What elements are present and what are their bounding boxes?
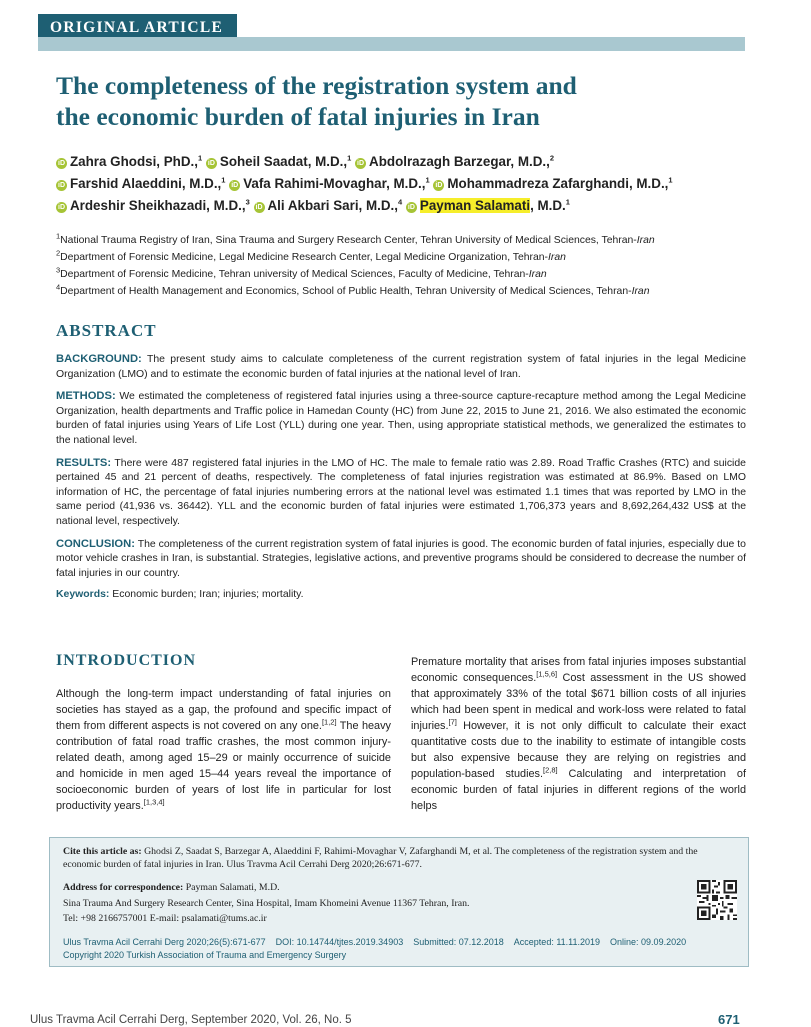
cite-as — [63, 845, 738, 871]
title-line-1: The completeness of the registration system and — [56, 71, 577, 100]
methods-text: We estimated the completeness of registered fatal injuries using a three-source capture-recapture method among the Legal Medicine Organization, health departments and Traffic police in Hamedan County (HC) from June 22, 2015 to June 21, 2016. We also estimated the economic burden of fatal injuries using Years of Life Lost (YLL) during one year. Then, using appropriate statistical methods, we generalized the estimates to the national level. — [56, 391, 747, 446]
affil-country: Iran — [548, 252, 566, 263]
author-name-highlighted: Payman Salamati — [419, 198, 531, 213]
doi[interactable]: DOI: 10.14744/tjtes.2019.34903 — [275, 937, 404, 947]
affil-country: Iran — [636, 235, 655, 246]
affiliation-item — [56, 232, 756, 249]
author-affil-ref: 2 — [549, 153, 555, 163]
keywords-text: Economic burden; Iran; injuries; mortality. — [112, 589, 304, 601]
intro-text: Although the long-term impact understanding of fatal injuries on societies has stayed as a gap, the profound and specific impact of them from different aspects is not covered on any one. — [56, 688, 391, 732]
orcid-icon[interactable]: iD — [58, 160, 65, 167]
orcid-icon[interactable]: iD — [255, 204, 263, 211]
intro-text: The heavy contribution of fatal road traffic crashes, the most common injury-related death, among aged 15–29 or mainly occurrence of suicide and homicide in men aged 15–44 years reveal the importance of socioeconomic burden of years of lost life in particular for lost productivity years. — [56, 720, 392, 812]
citation-ref[interactable]: [1,3,4] — [143, 797, 165, 807]
cite-text: Ghodsi Z, Saadat S, Barzegar A, Alaeddini F, Rahimi-Movaghar V, Zafarghandi M, et al. The completeness of the registration system and the economic burden of fatal injuries in Iran. Ulus Travma Acil Cerrahi Derg 2020;26:671-677. — [63, 846, 698, 870]
author-name: Abdolrazagh Barzegar, M.D., — [369, 154, 550, 169]
online-date: Online: 09.09.2020 — [610, 937, 687, 947]
intro-text: However, it is not only difficult to calculate their exact quantitative costs due to the inability to estimate of intangible costs but also expensive because they are relying on registries and population-based studies. — [411, 720, 746, 780]
affil-text: National Trauma Registry of Iran, Sina Trauma and Surgery Research Center, Tehran University of Medical Sciences, Tehran- — [60, 235, 637, 246]
orcid-icon[interactable]: iD — [207, 160, 215, 167]
author-name: Vafa Rahimi-Movaghar, M.D., — [243, 176, 426, 191]
header-band — [38, 37, 745, 51]
results-text: There were 487 registered fatal injuries in the LMO of HC. The male to female ratio was 2.89. Road Traffic Crashes (RTC) and suicide pertained 45 and 21 percent of deaths, respectively. The completeness of fatal injuries registration was estimated at 86.9%. Based on LMO information of HC, the percentage of fatal injuries numbering errors at the national level was estimated 1.1 times that was reported by LMO in the same period (41,936 vs. 36442). YLL and the economic burden of fatal injuries were estimated 1,706,373 years and 8,692,264,432 US$ at the national level, respectively. — [56, 457, 746, 527]
author-affil-ref: 1 — [668, 175, 673, 185]
orcid-icon[interactable]: iD — [357, 160, 365, 167]
orcid-icon[interactable]: iD — [407, 204, 415, 211]
affil-number: 3 — [56, 265, 61, 275]
author-name: Ardeshir Sheikhazadi, M.D., — [70, 198, 246, 213]
pub-dates-line — [63, 936, 753, 949]
affiliation-item — [56, 283, 756, 300]
author-name: Mohammadreza Zafarghandi, M.D., — [447, 176, 669, 191]
abstract-keywords — [56, 588, 746, 603]
affiliation-list — [56, 232, 756, 300]
citation-ref[interactable]: [1,2] — [321, 717, 337, 727]
abstract-results — [56, 456, 746, 530]
accepted-date: Accepted: 11.11.2019 — [513, 937, 601, 947]
author-name: Ali Akbari Sari, M.D., — [267, 198, 398, 213]
affil-text: Department of Health Management and Economics, School of Public Health, Tehran University of Medical Sciences, Tehran- — [60, 286, 632, 297]
intro-text: Calculating and interpretation of economic burden of fatal injuries in different regions of the world helps — [411, 768, 746, 812]
author-affil-ref: 3 — [245, 197, 250, 207]
author-name: Zahra Ghodsi, PhD., — [70, 154, 198, 169]
article-type-label: ORIGINAL ARTICLE — [38, 14, 237, 42]
author-affil-ref: 1 — [221, 175, 226, 185]
intro-left-column — [56, 686, 391, 814]
introduction-heading: INTRODUCTION — [56, 652, 197, 669]
copyright: Copyright 2020 Turkish Association of Trauma and Emergency Surgery — [63, 950, 347, 960]
correspondence-heading — [63, 880, 663, 896]
affil-number: 4 — [56, 282, 61, 292]
intro-text: Cost assessment in the US showed that approximately 33% of the total $671 billion costs of all injuries which had been spent in medical and work-loss were related to fatal injuries. — [411, 672, 746, 732]
results-label: RESULTS: — [56, 456, 112, 469]
author-line — [56, 173, 756, 195]
background-label: BACKGROUND: — [56, 353, 142, 365]
author-name: Soheil Saadat, M.D., — [219, 154, 348, 169]
journal-ref: Ulus Travma Acil Cerrahi Derg 2020;26(5):671-677 — [63, 937, 266, 947]
abstract-methods — [56, 389, 746, 448]
publication-info — [63, 936, 753, 962]
page-number: 671 — [718, 1012, 740, 1027]
methods-label: METHODS: — [56, 390, 116, 403]
citation-ref[interactable]: [2,8] — [543, 765, 558, 775]
affil-number: 1 — [56, 231, 61, 241]
correspondence — [63, 880, 663, 927]
orcid-icon[interactable]: iD — [231, 182, 239, 189]
orcid-icon[interactable]: iD — [435, 182, 443, 189]
author-affil-ref: 4 — [397, 197, 403, 207]
abstract-body — [56, 352, 746, 610]
corr-address: Sina Trauma And Surgery Research Center, Sina Hospital, Imam Khomeini Avenue 11367 Tehran, Iran. — [63, 897, 470, 909]
submitted-date: Submitted: 07.12.2018 — [413, 937, 504, 947]
affil-text: Department of Forensic Medicine, Legal Medicine Research Center, Legal Medicine Organization, Tehran- — [60, 252, 549, 263]
qr-code-icon[interactable] — [697, 880, 737, 920]
conclusion-text: The completeness of the current registration system of fatal injuries is good. The economic burden of fatal injuries, especially due to motor vehicle crashes in Iran, is substantial. Strategies, legislative actions, and preventive programs should be considered to decrease the number of fatal injuries in our country. — [56, 538, 746, 579]
author-degree: , M.D. — [530, 198, 566, 213]
corr-label: Address for correspondence: — [63, 882, 184, 893]
orcid-icon[interactable]: iD — [58, 204, 65, 211]
article-title — [56, 70, 746, 132]
author-affil-ref: 1 — [347, 153, 352, 163]
citation-ref[interactable]: [1,5,6] — [536, 669, 558, 679]
affil-number: 2 — [56, 248, 61, 258]
keywords-label: Keywords: — [56, 589, 110, 601]
cite-label: Cite this article as: — [63, 846, 142, 857]
abstract-background — [56, 352, 746, 382]
affil-country: Iran — [528, 269, 547, 280]
abstract-heading: ABSTRACT — [56, 321, 157, 340]
orcid-icon[interactable]: iD — [58, 182, 65, 189]
author-list — [56, 151, 756, 217]
author-affil-ref: 1 — [565, 197, 570, 207]
affiliation-item — [56, 266, 756, 283]
author-line — [56, 195, 756, 217]
intro-right-column — [411, 654, 746, 814]
citation-ref[interactable]: [7] — [448, 717, 457, 727]
footer-journal: Ulus Travma Acil Cerrahi Derg, September 2020, Vol. 26, No. 5 — [30, 1014, 352, 1026]
background-text: The present study aims to calculate completeness of the current registration system of fatal injuries in the legal Medicine Organization (LMO) and to estimate the economic burden of fatal injuries at the national level of Iran. — [56, 354, 746, 380]
corr-name: Payman Salamati, M.D. — [185, 882, 280, 893]
affiliation-item — [56, 249, 756, 266]
affil-text: Department of Forensic Medicine, Tehran university of Medical Sciences, Faculty of Medicine, Tehran- — [60, 269, 529, 280]
title-line-2: the economic burden of fatal injuries in Iran — [56, 102, 540, 131]
intro-text: Premature mortality that arises from fatal injuries imposes substantial economic consequences. — [411, 656, 746, 684]
affil-country: Iran — [631, 286, 650, 297]
conclusion-label: CONCLUSION: — [56, 537, 135, 550]
corr-contact[interactable]: Tel: +98 2166757001 E-mail: psalamati@tums.ac.ir — [63, 913, 267, 924]
author-line — [56, 151, 756, 173]
author-name: Farshid Alaeddini, M.D., — [70, 176, 222, 191]
author-affil-ref: 1 — [425, 175, 430, 185]
author-affil-ref: 1 — [197, 153, 203, 163]
abstract-conclusion — [56, 537, 746, 582]
